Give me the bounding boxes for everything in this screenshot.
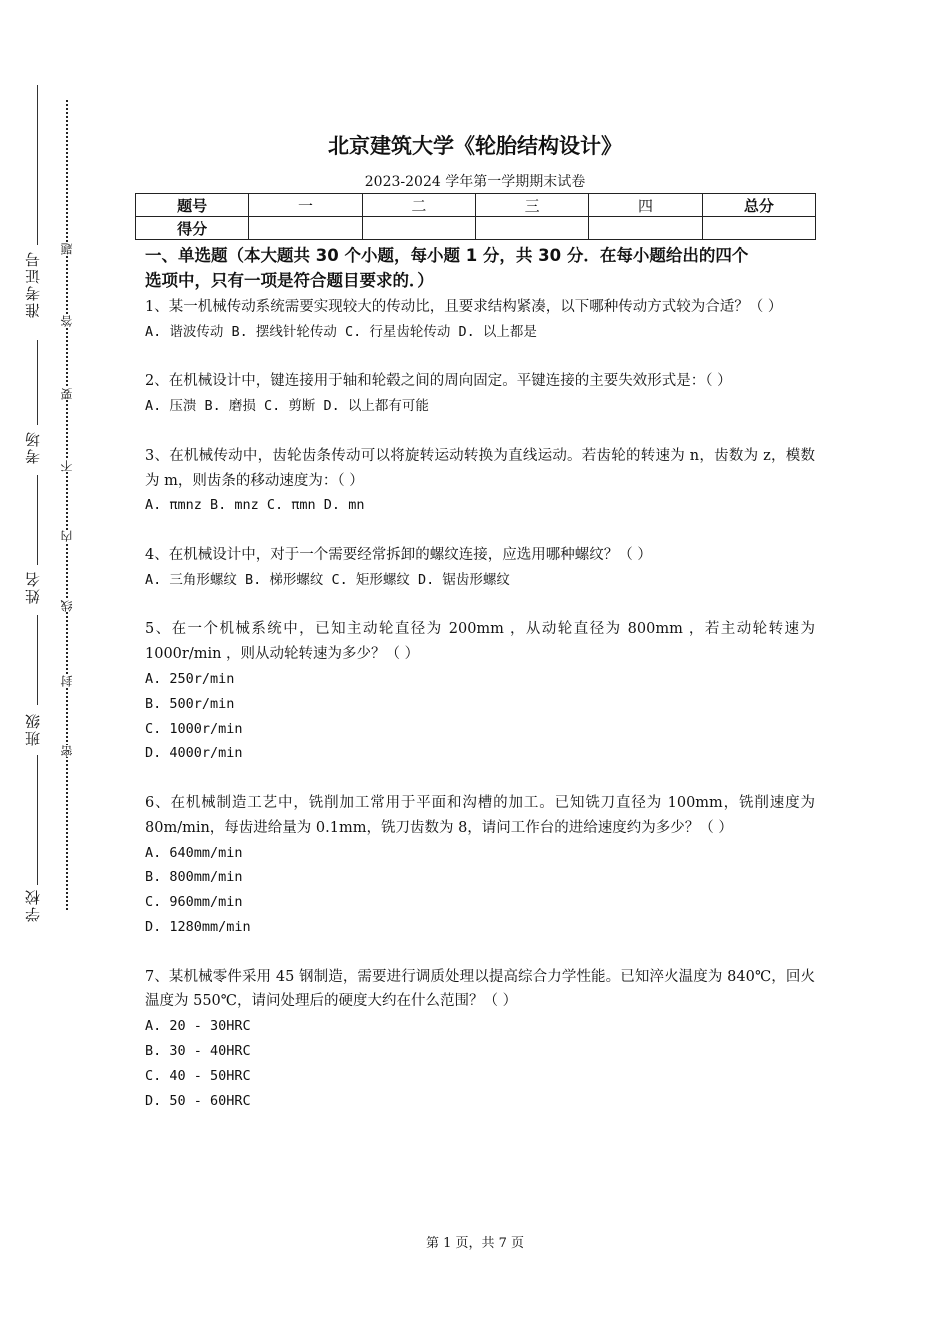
question-stem: 3、在机械传动中，齿轮齿条传动可以将旋转运动转换为直线运动。若齿轮的转速为 n，齿数为 z，模数为 m，则齿条的移动速度为：（ ） [145, 447, 815, 489]
question-option: B. 800mm/min [145, 869, 243, 886]
question-option: A. 250r/min [145, 670, 235, 687]
question-item [145, 444, 815, 518]
score-header-cell: 三 [475, 194, 588, 217]
score-table-header-row [136, 194, 816, 217]
question-option: D. 1280mm/min [145, 918, 251, 935]
question-option: B. 30 - 40HRC [145, 1042, 251, 1059]
binding-line [37, 755, 38, 885]
question-item [145, 617, 815, 766]
score-header-cell: 二 [362, 194, 475, 217]
question-option: A. 谐波传动 B. 摆线针轮传动 C. 行星齿轮传动 D. 以上都是 [145, 323, 537, 340]
score-row-label: 得分 [136, 217, 249, 240]
question-item [145, 791, 815, 940]
question-item [145, 369, 815, 419]
question-option: A. 三角形螺纹 B. 梯形螺纹 C. 矩形螺纹 D. 锯齿形螺纹 [145, 571, 510, 588]
field-label-name: 姓名 [24, 570, 42, 604]
question-option: A. πmnz B. mnz C. πmn D. mn [145, 497, 365, 514]
question-option: A. 640mm/min [145, 844, 243, 861]
section-heading [145, 243, 825, 293]
binding-line [37, 475, 38, 565]
exam-title: 北京建筑大学《轮胎结构设计》 [328, 134, 622, 158]
binding-line [37, 615, 38, 705]
score-cell[interactable] [702, 217, 815, 240]
question-stem: 1、某一机械传动系统需要实现较大的传动比，且要求结构紧凑，以下哪种传动方式较为合适？（ ） [145, 299, 783, 315]
score-header-cell: 总分 [702, 194, 815, 217]
question-list [145, 295, 815, 1138]
score-table-score-row [136, 217, 816, 240]
question-stem: 5、在一个机械系统中，已知主动轮直径为 200mm ，从动轮直径为 800mm ，若主动轮转速为 1000r/min ，则从动轮转速为多少？（ ） [145, 621, 815, 663]
seal-char: 内 [60, 530, 74, 542]
score-header-cell: 一 [249, 194, 362, 217]
binding-line [37, 85, 38, 245]
question-stem: 6、在机械制造工艺中，铣削加工常用于平面和沟槽的加工。已知铣刀直径为 100mm，铣削速度为 80m/min，每齿进给量为 0.1mm，铣刀齿数为 8，请问工作台的进给速度约为多少？（ ） [145, 794, 815, 836]
field-label-exam-room: 考场 [24, 430, 42, 464]
page-number: 第 1 页，共 7 页 [425, 1236, 525, 1251]
score-cell[interactable] [475, 217, 588, 240]
field-label-school: 学校 [24, 888, 42, 922]
field-label-exam-number: 准考证号 [24, 250, 42, 318]
question-option: D. 50 - 60HRC [145, 1092, 251, 1109]
section-heading-line: 一、单选题（本大题共 30 个小题，每小题 1 分，共 30 分．在每小题给出的四个 [145, 246, 749, 265]
binding-line [37, 340, 38, 425]
question-stem: 4、在机械设计中，对于一个需要经常拆卸的螺纹连接，应选用哪种螺纹？（ ） [145, 546, 652, 563]
seal-char: 答 [60, 315, 74, 327]
question-item [145, 543, 815, 593]
question-item [145, 965, 815, 1114]
question-option: C. 1000r/min [145, 720, 243, 737]
exam-subtitle: 2023-2024 学年第一学期期末试卷 [364, 174, 586, 190]
field-label-class: 班级 [24, 712, 42, 746]
seal-char: 题 [60, 243, 74, 255]
seal-char: 要 [60, 388, 74, 400]
score-cell[interactable] [249, 217, 362, 240]
question-option: A. 压溃 B. 磨损 C. 剪断 D. 以上都有可能 [145, 398, 429, 415]
question-option: B. 500r/min [145, 695, 235, 712]
score-cell[interactable] [589, 217, 702, 240]
score-cell[interactable] [362, 217, 475, 240]
question-option: C. 40 - 50HRC [145, 1067, 251, 1084]
score-table [135, 193, 816, 240]
section-heading-line: 选项中，只有一项是符合题目要求的．） [145, 271, 434, 290]
question-stem: 7、某机械零件采用 45 钢制造，需要进行调质处理以提高综合力学性能。已知淬火温度为 840℃，回火温度为 550℃，请问处理后的硬度大约在什么范围？（ ） [145, 968, 815, 1010]
question-stem: 2、在机械设计中，键连接用于轴和轮毂之间的周向固定。平键连接的主要失效形式是：（ ） [145, 373, 732, 390]
question-option: D. 4000r/min [145, 745, 243, 762]
score-header-cell: 四 [589, 194, 702, 217]
seal-char: 密 [60, 745, 74, 757]
seal-char: 不 [60, 460, 74, 472]
question-option: A. 20 - 30HRC [145, 1018, 251, 1035]
score-header-cell: 题号 [136, 194, 249, 217]
seal-dotted-line [66, 100, 68, 910]
seal-char: 封 [60, 675, 74, 687]
seal-char: 线 [60, 600, 74, 612]
binding-strip [0, 0, 90, 1344]
question-item [145, 295, 815, 345]
question-option: C. 960mm/min [145, 894, 243, 911]
